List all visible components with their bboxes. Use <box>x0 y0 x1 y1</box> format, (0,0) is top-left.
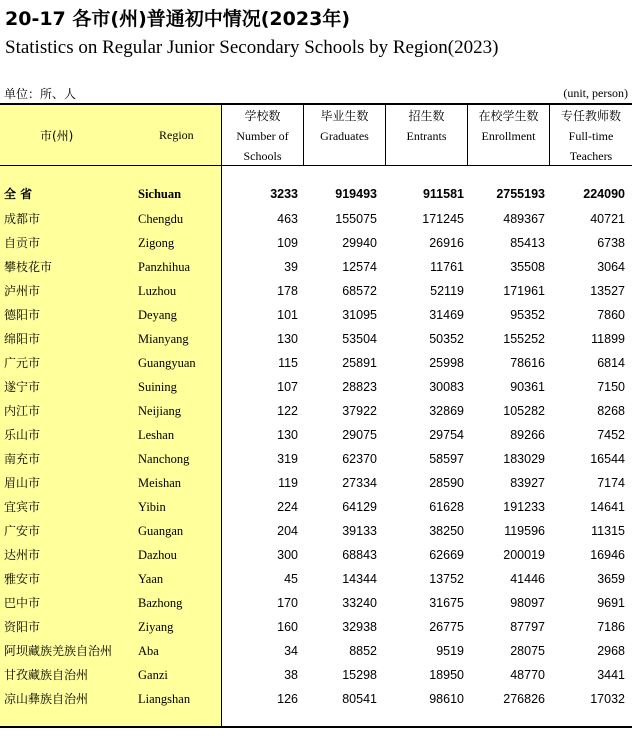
table-header-rule <box>0 165 632 166</box>
cell-entrants: 29754 <box>429 428 464 442</box>
header-graduates-cn: 毕业生数 <box>320 109 369 123</box>
cell-enrollment: 105282 <box>503 404 545 418</box>
cell-schools: 319 <box>277 452 298 466</box>
cell-entrants: 98610 <box>429 692 464 706</box>
region-name-cn: 德阳市 <box>4 308 41 322</box>
cell-teachers: 7186 <box>597 620 625 634</box>
cell-enrollment: 2755193 <box>496 187 545 201</box>
table-row <box>0 495 632 519</box>
region-name-cn: 攀枝花市 <box>4 260 53 274</box>
region-name-en: Sichuan <box>138 187 182 201</box>
cell-graduates: 919493 <box>335 187 377 201</box>
cell-enrollment: 78616 <box>510 356 545 370</box>
region-name-cn: 乐山市 <box>4 428 41 442</box>
cell-schools: 130 <box>277 332 298 346</box>
table-row <box>0 375 632 399</box>
cell-enrollment: 41446 <box>510 572 545 586</box>
cell-teachers: 7174 <box>597 476 625 490</box>
header-region-en: Region <box>159 128 194 142</box>
cell-entrants: 18950 <box>429 668 464 682</box>
cell-schools: 38 <box>284 668 298 682</box>
region-name-cn: 绵阳市 <box>4 332 41 346</box>
cell-entrants: 9519 <box>436 644 464 658</box>
cell-schools: 101 <box>277 308 298 322</box>
cell-teachers: 7860 <box>597 308 625 322</box>
header-entrants-cn: 招生数 <box>408 109 445 123</box>
header-graduates <box>304 106 385 146</box>
cell-graduates: 29940 <box>342 236 377 250</box>
header-enrollment <box>468 106 549 146</box>
region-name-en: Guangan <box>138 524 184 538</box>
region-name-en: Meishan <box>138 476 182 490</box>
cell-schools: 109 <box>277 236 298 250</box>
region-name-en: Bazhong <box>138 596 183 610</box>
table-total-row <box>0 182 632 206</box>
cell-enrollment: 87797 <box>510 620 545 634</box>
cell-entrants: 52119 <box>430 284 464 298</box>
cell-teachers: 3441 <box>597 668 625 682</box>
table-top-rule <box>0 103 632 105</box>
cell-graduates: 80541 <box>342 692 377 706</box>
table-row <box>0 255 632 279</box>
table-row <box>0 351 632 375</box>
cell-graduates: 15298 <box>342 668 377 682</box>
region-name-en: Ziyang <box>138 620 174 634</box>
region-name-cn: 巴中市 <box>4 596 41 610</box>
region-name-en: Guangyuan <box>138 356 196 370</box>
cell-schools: 115 <box>278 356 298 370</box>
cell-schools: 170 <box>277 596 298 610</box>
region-name-en: Zigong <box>138 236 175 250</box>
page-title-english: Statistics on Regular Junior Secondary Schools by Region(2023) <box>5 37 499 58</box>
table-row <box>0 591 632 615</box>
cell-enrollment: 183029 <box>503 452 545 466</box>
region-name-cn: 广元市 <box>4 356 41 370</box>
region-name-cn: 南充市 <box>4 452 41 466</box>
cell-graduates: 25891 <box>342 356 377 370</box>
cell-teachers: 3064 <box>597 260 625 274</box>
region-name-en: Liangshan <box>138 692 191 706</box>
cell-schools: 122 <box>277 404 298 418</box>
cell-entrants: 31469 <box>429 308 464 322</box>
cell-teachers: 13527 <box>590 284 625 298</box>
cell-graduates: 27334 <box>342 476 377 490</box>
cell-teachers: 6814 <box>597 356 625 370</box>
header-graduates-en: Graduates <box>320 129 369 143</box>
cell-enrollment: 276826 <box>503 692 545 706</box>
table-row <box>0 279 632 303</box>
cell-teachers: 6738 <box>597 236 625 250</box>
header-entrants-en: Entrants <box>406 129 447 143</box>
region-name-cn: 泸州市 <box>4 284 41 298</box>
region-name-en: Leshan <box>138 428 175 442</box>
cell-schools: 224 <box>277 500 298 514</box>
cell-graduates: 39133 <box>342 524 377 538</box>
region-name-en: Dazhou <box>138 548 177 562</box>
cell-schools: 34 <box>284 644 298 658</box>
unit-label-chinese: 单位：所、人 <box>4 87 77 101</box>
cell-teachers: 3659 <box>597 572 625 586</box>
region-name-cn: 甘孜藏族自治州 <box>4 668 89 682</box>
region-name-en: Panzhihua <box>138 260 191 274</box>
cell-teachers: 40721 <box>590 212 625 226</box>
table-row <box>0 447 632 471</box>
region-name-cn: 达州市 <box>4 548 41 562</box>
table-row <box>0 663 632 687</box>
table-row <box>0 207 632 231</box>
cell-entrants: 911581 <box>422 187 464 201</box>
cell-teachers: 224090 <box>583 187 625 201</box>
table-row <box>0 471 632 495</box>
cell-graduates: 53504 <box>342 332 377 346</box>
cell-schools: 3233 <box>270 187 298 201</box>
cell-schools: 160 <box>277 620 298 634</box>
cell-enrollment: 191233 <box>503 500 545 514</box>
cell-schools: 204 <box>277 524 298 538</box>
cell-graduates: 33240 <box>342 596 377 610</box>
header-teachers-cn: 专任教师数 <box>560 109 621 123</box>
cell-enrollment: 28075 <box>510 644 545 658</box>
cell-enrollment: 48770 <box>510 668 545 682</box>
cell-enrollment: 155252 <box>503 332 545 346</box>
cell-entrants: 171245 <box>422 212 464 226</box>
header-teachers-en2: Teachers <box>569 149 613 163</box>
header-teachers-en1: Full-time <box>568 129 614 143</box>
cell-enrollment: 200019 <box>503 548 545 562</box>
region-name-cn: 雅安市 <box>4 572 41 586</box>
cell-graduates: 29075 <box>342 428 377 442</box>
cell-entrants: 26775 <box>429 620 464 634</box>
cell-entrants: 30083 <box>429 380 464 394</box>
header-schools-en1: Number of <box>236 129 289 143</box>
cell-teachers: 14641 <box>590 500 625 514</box>
cell-graduates: 64129 <box>342 500 377 514</box>
cell-enrollment: 489367 <box>503 212 545 226</box>
unit-label-english: (unit, person) <box>563 86 628 100</box>
table-bottom-rule <box>0 726 632 728</box>
cell-graduates: 68572 <box>342 284 377 298</box>
region-name-en: Nanchong <box>138 452 190 466</box>
cell-enrollment: 89266 <box>510 428 545 442</box>
cell-graduates: 14344 <box>342 572 377 586</box>
region-name-en: Yibin <box>138 500 166 514</box>
region-name-en: Luzhou <box>138 284 177 298</box>
cell-enrollment: 171961 <box>503 284 545 298</box>
region-name-cn: 资阳市 <box>4 620 41 634</box>
cell-entrants: 13752 <box>429 572 464 586</box>
cell-graduates: 28823 <box>342 380 377 394</box>
cell-entrants: 58597 <box>429 452 464 466</box>
cell-entrants: 31675 <box>429 596 464 610</box>
cell-graduates: 32938 <box>342 620 377 634</box>
cell-entrants: 25998 <box>429 356 464 370</box>
cell-schools: 126 <box>277 692 298 706</box>
cell-teachers: 9691 <box>597 596 625 610</box>
cell-teachers: 16544 <box>590 452 625 466</box>
page-title-chinese: 20-17 各市(州)普通初中情况(2023年) <box>5 8 350 30</box>
region-name-en: Deyang <box>138 308 177 322</box>
cell-schools: 119 <box>278 476 298 490</box>
cell-schools: 463 <box>277 212 298 226</box>
header-enrollment-en: Enrollment <box>481 129 536 143</box>
region-name-cn: 内江市 <box>4 404 41 418</box>
cell-schools: 178 <box>277 284 298 298</box>
region-name-en: Aba <box>138 644 159 658</box>
header-entrants <box>386 106 467 146</box>
cell-entrants: 61628 <box>429 500 464 514</box>
cell-teachers: 7452 <box>597 428 625 442</box>
cell-teachers: 17032 <box>590 692 625 706</box>
cell-entrants: 38250 <box>429 524 464 538</box>
cell-teachers: 16946 <box>590 548 625 562</box>
cell-schools: 130 <box>277 428 298 442</box>
cell-schools: 107 <box>277 380 298 394</box>
cell-entrants: 11761 <box>430 260 464 274</box>
cell-enrollment: 35508 <box>510 260 545 274</box>
cell-teachers: 8268 <box>597 404 625 418</box>
cell-enrollment: 90361 <box>510 380 545 394</box>
region-name-cn: 遂宁市 <box>4 380 41 394</box>
cell-entrants: 28590 <box>429 476 464 490</box>
table-row <box>0 687 632 711</box>
table-row <box>0 519 632 543</box>
table-row <box>0 327 632 351</box>
cell-enrollment: 95352 <box>510 308 545 322</box>
region-name-cn: 眉山市 <box>4 476 41 490</box>
cell-teachers: 2968 <box>597 644 625 658</box>
cell-graduates: 12574 <box>342 260 377 274</box>
header-enrollment-cn: 在校学生数 <box>478 109 539 123</box>
cell-entrants: 32869 <box>429 404 464 418</box>
cell-enrollment: 83927 <box>510 476 545 490</box>
cell-schools: 39 <box>284 260 298 274</box>
region-name-cn: 自贡市 <box>4 236 41 250</box>
cell-enrollment: 85413 <box>510 236 545 250</box>
cell-teachers: 11315 <box>591 524 625 538</box>
region-name-cn: 宜宾市 <box>4 500 41 514</box>
region-name-cn: 全 省 <box>4 187 33 201</box>
region-name-en: Mianyang <box>138 332 189 346</box>
cell-entrants: 26916 <box>429 236 464 250</box>
cell-entrants: 50352 <box>429 332 464 346</box>
region-name-cn: 广安市 <box>4 524 41 538</box>
cell-graduates: 37922 <box>342 404 377 418</box>
table-row <box>0 567 632 591</box>
cell-entrants: 62669 <box>429 548 464 562</box>
table-row <box>0 303 632 327</box>
cell-graduates: 62370 <box>342 452 377 466</box>
region-name-en: Neijiang <box>138 404 182 418</box>
region-name-cn: 凉山彝族自治州 <box>4 692 89 706</box>
header-schools-cn: 学校数 <box>244 109 281 123</box>
region-name-en: Yaan <box>138 572 164 586</box>
header-city-cn: 市(州) <box>40 129 74 143</box>
cell-schools: 45 <box>284 572 298 586</box>
cell-graduates: 155075 <box>335 212 377 226</box>
cell-schools: 300 <box>277 548 298 562</box>
region-name-cn: 成都市 <box>4 212 41 226</box>
cell-enrollment: 119596 <box>504 524 545 538</box>
cell-graduates: 8852 <box>349 644 377 658</box>
cell-graduates: 68843 <box>342 548 377 562</box>
region-name-en: Ganzi <box>138 668 168 682</box>
cell-teachers: 7150 <box>597 380 625 394</box>
header-schools-en2: Schools <box>243 149 282 163</box>
table-row <box>0 399 632 423</box>
table-row <box>0 423 632 447</box>
table-row <box>0 615 632 639</box>
cell-graduates: 31095 <box>342 308 377 322</box>
header-teachers <box>550 106 632 166</box>
cell-enrollment: 98097 <box>510 596 545 610</box>
table-row <box>0 231 632 255</box>
table-row <box>0 639 632 663</box>
region-name-en: Chengdu <box>138 212 184 226</box>
cell-teachers: 11899 <box>591 332 625 346</box>
region-name-en: Suining <box>138 380 177 394</box>
table-row <box>0 543 632 567</box>
header-schools <box>222 106 303 166</box>
region-name-cn: 阿坝藏族羌族自治州 <box>4 644 113 658</box>
